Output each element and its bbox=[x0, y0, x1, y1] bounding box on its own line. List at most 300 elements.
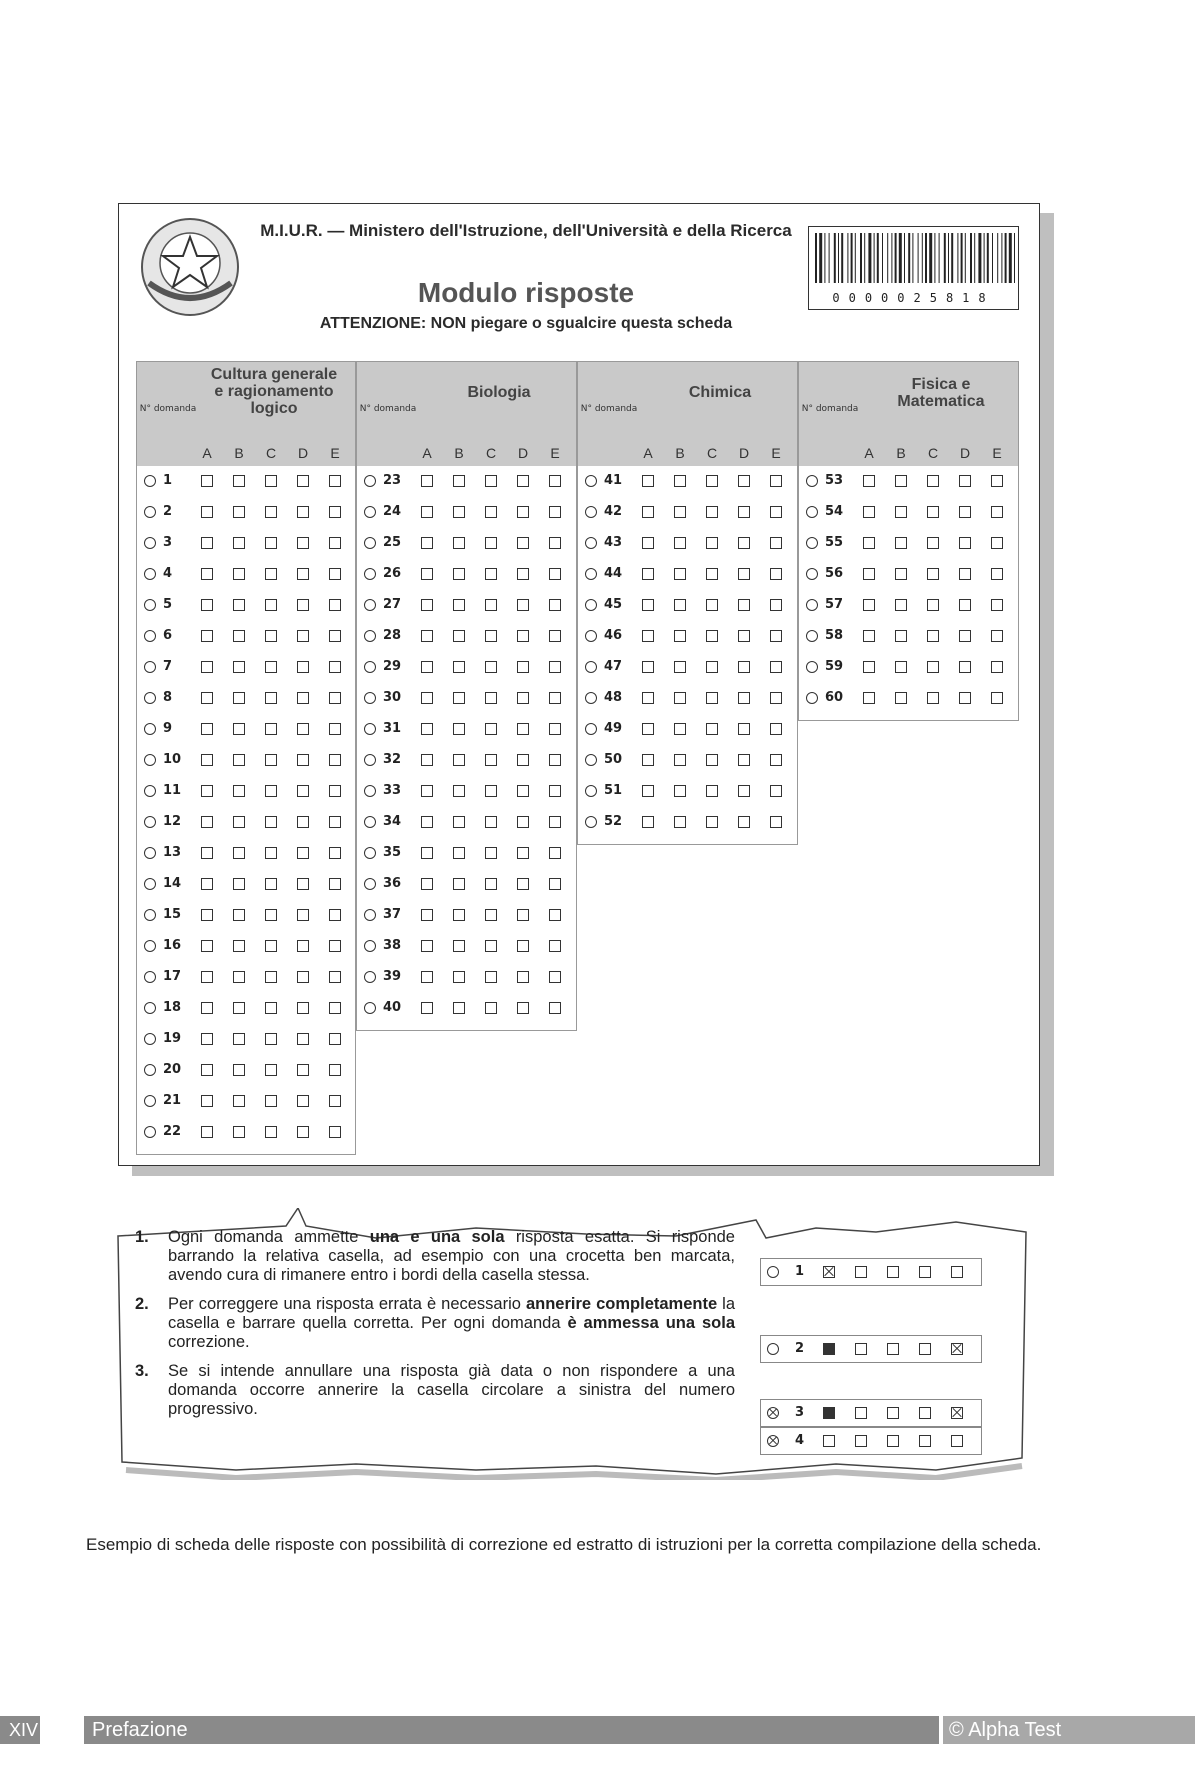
answer-box-a[interactable] bbox=[642, 816, 654, 828]
cancel-circle[interactable] bbox=[364, 630, 376, 642]
answer-box-b[interactable] bbox=[233, 940, 245, 952]
cancel-circle[interactable] bbox=[364, 940, 376, 952]
answer-box-e[interactable] bbox=[329, 1002, 341, 1014]
answer-box-d[interactable] bbox=[297, 940, 309, 952]
answer-box-c[interactable] bbox=[927, 599, 939, 611]
answer-box-e[interactable] bbox=[549, 475, 561, 487]
answer-box-e[interactable] bbox=[770, 723, 782, 735]
answer-box-d[interactable] bbox=[297, 537, 309, 549]
answer-box-c[interactable] bbox=[706, 537, 718, 549]
answer-box-b[interactable] bbox=[674, 723, 686, 735]
answer-box-a[interactable] bbox=[863, 599, 875, 611]
answer-box-b[interactable] bbox=[453, 661, 465, 673]
answer-box-e[interactable] bbox=[770, 661, 782, 673]
answer-box-a[interactable] bbox=[863, 568, 875, 580]
answer-box-e[interactable] bbox=[549, 1002, 561, 1014]
cancel-circle[interactable] bbox=[806, 568, 818, 580]
answer-box-e[interactable] bbox=[549, 878, 561, 890]
cancel-circle[interactable] bbox=[144, 1095, 156, 1107]
answer-box-b[interactable] bbox=[895, 630, 907, 642]
answer-box-c[interactable] bbox=[485, 630, 497, 642]
answer-box-e[interactable] bbox=[991, 537, 1003, 549]
answer-box-e[interactable] bbox=[329, 971, 341, 983]
answer-box-a[interactable] bbox=[642, 630, 654, 642]
answer-box-e[interactable] bbox=[329, 878, 341, 890]
answer-box-b[interactable] bbox=[453, 754, 465, 766]
answer-box-c[interactable] bbox=[706, 506, 718, 518]
answer-box-c[interactable] bbox=[706, 661, 718, 673]
answer-box-c[interactable] bbox=[265, 940, 277, 952]
cancel-circle[interactable] bbox=[364, 909, 376, 921]
answer-box-a[interactable] bbox=[421, 847, 433, 859]
answer-box-a[interactable] bbox=[863, 630, 875, 642]
answer-box-b[interactable] bbox=[233, 1033, 245, 1045]
answer-box-c[interactable] bbox=[265, 878, 277, 890]
cancel-circle[interactable] bbox=[585, 661, 597, 673]
answer-box-a[interactable] bbox=[421, 692, 433, 704]
cancel-circle[interactable] bbox=[806, 692, 818, 704]
answer-box-c[interactable] bbox=[485, 506, 497, 518]
answer-box-e[interactable] bbox=[329, 816, 341, 828]
answer-box-d[interactable] bbox=[959, 692, 971, 704]
answer-box-c[interactable] bbox=[706, 754, 718, 766]
answer-box-e[interactable] bbox=[770, 599, 782, 611]
answer-box-a[interactable] bbox=[201, 506, 213, 518]
answer-box-d[interactable] bbox=[517, 723, 529, 735]
cancel-circle[interactable] bbox=[144, 816, 156, 828]
answer-box-a[interactable] bbox=[201, 599, 213, 611]
cancel-circle[interactable] bbox=[144, 475, 156, 487]
answer-box-d[interactable] bbox=[738, 754, 750, 766]
answer-box-d[interactable] bbox=[297, 1002, 309, 1014]
answer-box-c[interactable] bbox=[927, 630, 939, 642]
answer-box-e[interactable] bbox=[329, 1126, 341, 1138]
answer-box-e[interactable] bbox=[329, 475, 341, 487]
answer-box-c[interactable] bbox=[485, 785, 497, 797]
answer-box-b[interactable] bbox=[895, 506, 907, 518]
answer-box-c[interactable] bbox=[265, 692, 277, 704]
answer-box-d[interactable] bbox=[297, 506, 309, 518]
answer-box-a[interactable] bbox=[421, 1002, 433, 1014]
cancel-circle[interactable] bbox=[364, 847, 376, 859]
answer-box-d[interactable] bbox=[738, 599, 750, 611]
cancel-circle[interactable] bbox=[364, 692, 376, 704]
answer-box-d[interactable] bbox=[738, 475, 750, 487]
answer-box-e[interactable] bbox=[991, 475, 1003, 487]
answer-box-d[interactable] bbox=[517, 909, 529, 921]
answer-box-e[interactable] bbox=[549, 537, 561, 549]
answer-box-e[interactable] bbox=[329, 909, 341, 921]
answer-box-d[interactable] bbox=[959, 568, 971, 580]
answer-box-d[interactable] bbox=[297, 1064, 309, 1076]
answer-box-a[interactable] bbox=[421, 599, 433, 611]
answer-box-c[interactable] bbox=[927, 475, 939, 487]
cancel-circle[interactable] bbox=[144, 537, 156, 549]
answer-box-b[interactable] bbox=[895, 537, 907, 549]
answer-box-c[interactable] bbox=[265, 909, 277, 921]
cancel-circle[interactable] bbox=[585, 506, 597, 518]
answer-box-e[interactable] bbox=[549, 754, 561, 766]
answer-box-d[interactable] bbox=[297, 630, 309, 642]
answer-box-d[interactable] bbox=[959, 661, 971, 673]
answer-box-d[interactable] bbox=[738, 723, 750, 735]
cancel-circle[interactable] bbox=[364, 723, 376, 735]
answer-box-c[interactable] bbox=[265, 475, 277, 487]
cancel-circle[interactable] bbox=[806, 506, 818, 518]
answer-box-a[interactable] bbox=[201, 630, 213, 642]
answer-box-c[interactable] bbox=[706, 568, 718, 580]
answer-box-e[interactable] bbox=[329, 537, 341, 549]
answer-box-e[interactable] bbox=[770, 475, 782, 487]
answer-box-b[interactable] bbox=[453, 630, 465, 642]
answer-box-a[interactable] bbox=[421, 475, 433, 487]
answer-box-c[interactable] bbox=[485, 599, 497, 611]
answer-box-a[interactable] bbox=[201, 692, 213, 704]
cancel-circle[interactable] bbox=[364, 599, 376, 611]
cancel-circle[interactable] bbox=[144, 847, 156, 859]
answer-box-b[interactable] bbox=[233, 785, 245, 797]
answer-box-c[interactable] bbox=[485, 940, 497, 952]
answer-box-c[interactable] bbox=[265, 661, 277, 673]
answer-box-b[interactable] bbox=[895, 692, 907, 704]
answer-box-a[interactable] bbox=[421, 785, 433, 797]
answer-box-e[interactable] bbox=[549, 816, 561, 828]
cancel-circle[interactable] bbox=[144, 1002, 156, 1014]
answer-box-e[interactable] bbox=[770, 568, 782, 580]
answer-box-d[interactable] bbox=[738, 568, 750, 580]
answer-box-a[interactable] bbox=[642, 537, 654, 549]
cancel-circle[interactable] bbox=[144, 909, 156, 921]
cancel-circle[interactable] bbox=[585, 692, 597, 704]
cancel-circle[interactable] bbox=[144, 723, 156, 735]
cancel-circle[interactable] bbox=[144, 1126, 156, 1138]
cancel-circle[interactable] bbox=[364, 1002, 376, 1014]
answer-box-e[interactable] bbox=[770, 506, 782, 518]
answer-box-c[interactable] bbox=[265, 971, 277, 983]
answer-box-b[interactable] bbox=[453, 475, 465, 487]
cancel-circle[interactable] bbox=[585, 816, 597, 828]
answer-box-a[interactable] bbox=[642, 568, 654, 580]
answer-box-b[interactable] bbox=[453, 692, 465, 704]
answer-box-b[interactable] bbox=[895, 599, 907, 611]
answer-box-a[interactable] bbox=[201, 754, 213, 766]
answer-box-a[interactable] bbox=[421, 661, 433, 673]
answer-box-a[interactable] bbox=[421, 878, 433, 890]
answer-box-e[interactable] bbox=[329, 1064, 341, 1076]
answer-box-a[interactable] bbox=[421, 506, 433, 518]
answer-box-c[interactable] bbox=[485, 661, 497, 673]
answer-box-b[interactable] bbox=[674, 568, 686, 580]
answer-box-b[interactable] bbox=[674, 506, 686, 518]
answer-box-c[interactable] bbox=[265, 1126, 277, 1138]
answer-box-a[interactable] bbox=[201, 661, 213, 673]
answer-box-b[interactable] bbox=[233, 475, 245, 487]
answer-box-e[interactable] bbox=[549, 599, 561, 611]
answer-box-d[interactable] bbox=[738, 661, 750, 673]
answer-box-c[interactable] bbox=[706, 630, 718, 642]
answer-box-a[interactable] bbox=[642, 599, 654, 611]
answer-box-b[interactable] bbox=[453, 599, 465, 611]
answer-box-b[interactable] bbox=[233, 816, 245, 828]
answer-box-a[interactable] bbox=[863, 506, 875, 518]
answer-box-b[interactable] bbox=[453, 537, 465, 549]
answer-box-d[interactable] bbox=[297, 785, 309, 797]
answer-box-d[interactable] bbox=[517, 785, 529, 797]
answer-box-b[interactable] bbox=[233, 754, 245, 766]
cancel-circle[interactable] bbox=[806, 537, 818, 549]
answer-box-b[interactable] bbox=[674, 475, 686, 487]
answer-box-d[interactable] bbox=[297, 847, 309, 859]
answer-box-c[interactable] bbox=[927, 537, 939, 549]
answer-box-c[interactable] bbox=[485, 568, 497, 580]
answer-box-b[interactable] bbox=[233, 599, 245, 611]
answer-box-b[interactable] bbox=[233, 1126, 245, 1138]
answer-box-d[interactable] bbox=[517, 661, 529, 673]
cancel-circle[interactable] bbox=[364, 971, 376, 983]
cancel-circle[interactable] bbox=[144, 754, 156, 766]
answer-box-e[interactable] bbox=[549, 692, 561, 704]
answer-box-b[interactable] bbox=[233, 506, 245, 518]
answer-box-b[interactable] bbox=[895, 568, 907, 580]
answer-box-c[interactable] bbox=[927, 568, 939, 580]
answer-box-c[interactable] bbox=[706, 723, 718, 735]
answer-box-b[interactable] bbox=[674, 537, 686, 549]
cancel-circle[interactable] bbox=[144, 599, 156, 611]
answer-box-c[interactable] bbox=[485, 1002, 497, 1014]
answer-box-c[interactable] bbox=[927, 692, 939, 704]
cancel-circle[interactable] bbox=[144, 506, 156, 518]
cancel-circle[interactable] bbox=[144, 1033, 156, 1045]
answer-box-b[interactable] bbox=[453, 568, 465, 580]
answer-box-a[interactable] bbox=[201, 1095, 213, 1107]
answer-box-e[interactable] bbox=[770, 537, 782, 549]
answer-box-e[interactable] bbox=[991, 506, 1003, 518]
answer-box-c[interactable] bbox=[265, 599, 277, 611]
answer-box-b[interactable] bbox=[453, 816, 465, 828]
cancel-circle[interactable] bbox=[585, 754, 597, 766]
answer-box-e[interactable] bbox=[329, 661, 341, 673]
answer-box-e[interactable] bbox=[770, 630, 782, 642]
cancel-circle[interactable] bbox=[144, 661, 156, 673]
answer-box-e[interactable] bbox=[549, 940, 561, 952]
answer-box-a[interactable] bbox=[421, 723, 433, 735]
answer-box-c[interactable] bbox=[485, 909, 497, 921]
answer-box-e[interactable] bbox=[549, 723, 561, 735]
answer-box-d[interactable] bbox=[738, 816, 750, 828]
answer-box-d[interactable] bbox=[297, 661, 309, 673]
answer-box-b[interactable] bbox=[233, 1002, 245, 1014]
answer-box-d[interactable] bbox=[738, 630, 750, 642]
answer-box-d[interactable] bbox=[517, 816, 529, 828]
answer-box-d[interactable] bbox=[517, 878, 529, 890]
answer-box-a[interactable] bbox=[201, 909, 213, 921]
answer-box-d[interactable] bbox=[517, 1002, 529, 1014]
answer-box-c[interactable] bbox=[265, 1033, 277, 1045]
cancel-circle[interactable] bbox=[144, 692, 156, 704]
cancel-circle[interactable] bbox=[144, 785, 156, 797]
answer-box-e[interactable] bbox=[991, 599, 1003, 611]
answer-box-d[interactable] bbox=[959, 506, 971, 518]
answer-box-a[interactable] bbox=[421, 971, 433, 983]
answer-box-c[interactable] bbox=[265, 847, 277, 859]
answer-box-e[interactable] bbox=[549, 630, 561, 642]
cancel-circle[interactable] bbox=[364, 785, 376, 797]
answer-box-d[interactable] bbox=[517, 940, 529, 952]
answer-box-d[interactable] bbox=[517, 630, 529, 642]
answer-box-a[interactable] bbox=[421, 816, 433, 828]
answer-box-e[interactable] bbox=[991, 630, 1003, 642]
answer-box-b[interactable] bbox=[233, 568, 245, 580]
answer-box-e[interactable] bbox=[549, 661, 561, 673]
answer-box-b[interactable] bbox=[453, 909, 465, 921]
answer-box-a[interactable] bbox=[421, 940, 433, 952]
answer-box-c[interactable] bbox=[265, 537, 277, 549]
answer-box-c[interactable] bbox=[265, 785, 277, 797]
answer-box-c[interactable] bbox=[485, 878, 497, 890]
answer-box-c[interactable] bbox=[265, 568, 277, 580]
answer-box-a[interactable] bbox=[201, 1033, 213, 1045]
answer-box-c[interactable] bbox=[706, 785, 718, 797]
cancel-circle[interactable] bbox=[585, 475, 597, 487]
answer-box-b[interactable] bbox=[233, 537, 245, 549]
answer-box-a[interactable] bbox=[642, 475, 654, 487]
answer-box-b[interactable] bbox=[453, 847, 465, 859]
answer-box-e[interactable] bbox=[329, 785, 341, 797]
cancel-circle[interactable] bbox=[364, 661, 376, 673]
answer-box-d[interactable] bbox=[517, 692, 529, 704]
answer-box-b[interactable] bbox=[895, 661, 907, 673]
answer-box-e[interactable] bbox=[329, 568, 341, 580]
answer-box-b[interactable] bbox=[453, 723, 465, 735]
answer-box-c[interactable] bbox=[485, 754, 497, 766]
answer-box-d[interactable] bbox=[297, 692, 309, 704]
answer-box-c[interactable] bbox=[265, 1064, 277, 1076]
answer-box-b[interactable] bbox=[233, 661, 245, 673]
answer-box-d[interactable] bbox=[297, 568, 309, 580]
answer-box-a[interactable] bbox=[201, 1002, 213, 1014]
cancel-circle[interactable] bbox=[144, 940, 156, 952]
answer-box-c[interactable] bbox=[927, 661, 939, 673]
answer-box-d[interactable] bbox=[517, 971, 529, 983]
answer-box-c[interactable] bbox=[485, 692, 497, 704]
cancel-circle[interactable] bbox=[364, 537, 376, 549]
answer-box-a[interactable] bbox=[201, 940, 213, 952]
answer-box-a[interactable] bbox=[421, 568, 433, 580]
answer-box-d[interactable] bbox=[297, 1033, 309, 1045]
answer-box-b[interactable] bbox=[233, 971, 245, 983]
answer-box-e[interactable] bbox=[549, 785, 561, 797]
answer-box-a[interactable] bbox=[201, 1064, 213, 1076]
answer-box-b[interactable] bbox=[233, 630, 245, 642]
answer-box-b[interactable] bbox=[674, 630, 686, 642]
cancel-circle[interactable] bbox=[144, 630, 156, 642]
cancel-circle[interactable] bbox=[585, 568, 597, 580]
answer-box-d[interactable] bbox=[517, 754, 529, 766]
answer-box-e[interactable] bbox=[329, 754, 341, 766]
answer-box-e[interactable] bbox=[329, 692, 341, 704]
answer-box-c[interactable] bbox=[706, 599, 718, 611]
answer-box-b[interactable] bbox=[453, 785, 465, 797]
answer-box-d[interactable] bbox=[297, 1126, 309, 1138]
answer-box-d[interactable] bbox=[297, 475, 309, 487]
answer-box-e[interactable] bbox=[329, 847, 341, 859]
answer-box-d[interactable] bbox=[297, 816, 309, 828]
answer-box-c[interactable] bbox=[485, 723, 497, 735]
answer-box-d[interactable] bbox=[738, 692, 750, 704]
answer-box-e[interactable] bbox=[991, 692, 1003, 704]
answer-box-b[interactable] bbox=[233, 1064, 245, 1076]
answer-box-d[interactable] bbox=[959, 537, 971, 549]
answer-box-b[interactable] bbox=[453, 940, 465, 952]
answer-box-c[interactable] bbox=[265, 1095, 277, 1107]
answer-box-d[interactable] bbox=[959, 630, 971, 642]
answer-box-b[interactable] bbox=[233, 847, 245, 859]
answer-box-b[interactable] bbox=[453, 971, 465, 983]
answer-box-d[interactable] bbox=[297, 1095, 309, 1107]
cancel-circle[interactable] bbox=[364, 475, 376, 487]
answer-box-b[interactable] bbox=[233, 723, 245, 735]
cancel-circle[interactable] bbox=[364, 568, 376, 580]
answer-box-a[interactable] bbox=[863, 692, 875, 704]
answer-box-e[interactable] bbox=[770, 692, 782, 704]
answer-box-a[interactable] bbox=[201, 847, 213, 859]
answer-box-c[interactable] bbox=[265, 723, 277, 735]
answer-box-d[interactable] bbox=[297, 754, 309, 766]
answer-box-b[interactable] bbox=[674, 785, 686, 797]
answer-box-d[interactable] bbox=[959, 599, 971, 611]
cancel-circle[interactable] bbox=[144, 568, 156, 580]
cancel-circle[interactable] bbox=[585, 785, 597, 797]
answer-box-c[interactable] bbox=[706, 475, 718, 487]
answer-box-b[interactable] bbox=[674, 661, 686, 673]
answer-box-d[interactable] bbox=[297, 723, 309, 735]
answer-box-e[interactable] bbox=[329, 506, 341, 518]
answer-box-b[interactable] bbox=[453, 878, 465, 890]
answer-box-a[interactable] bbox=[421, 754, 433, 766]
answer-box-e[interactable] bbox=[329, 1033, 341, 1045]
answer-box-e[interactable] bbox=[770, 816, 782, 828]
cancel-circle[interactable] bbox=[364, 878, 376, 890]
cancel-circle[interactable] bbox=[806, 599, 818, 611]
answer-box-e[interactable] bbox=[329, 599, 341, 611]
answer-box-a[interactable] bbox=[642, 723, 654, 735]
cancel-circle[interactable] bbox=[364, 816, 376, 828]
answer-box-b[interactable] bbox=[674, 692, 686, 704]
answer-box-e[interactable] bbox=[549, 971, 561, 983]
answer-box-c[interactable] bbox=[485, 537, 497, 549]
answer-box-a[interactable] bbox=[201, 568, 213, 580]
answer-box-d[interactable] bbox=[297, 599, 309, 611]
answer-box-b[interactable] bbox=[674, 816, 686, 828]
answer-box-e[interactable] bbox=[329, 1095, 341, 1107]
answer-box-c[interactable] bbox=[485, 971, 497, 983]
cancel-circle[interactable] bbox=[806, 630, 818, 642]
answer-box-b[interactable] bbox=[895, 475, 907, 487]
cancel-circle[interactable] bbox=[144, 1064, 156, 1076]
answer-box-a[interactable] bbox=[201, 723, 213, 735]
answer-box-d[interactable] bbox=[297, 909, 309, 921]
cancel-circle[interactable] bbox=[585, 723, 597, 735]
answer-box-d[interactable] bbox=[738, 506, 750, 518]
answer-box-d[interactable] bbox=[738, 537, 750, 549]
answer-box-d[interactable] bbox=[517, 506, 529, 518]
answer-box-d[interactable] bbox=[297, 878, 309, 890]
answer-box-a[interactable] bbox=[421, 909, 433, 921]
answer-box-a[interactable] bbox=[201, 785, 213, 797]
answer-box-c[interactable] bbox=[265, 754, 277, 766]
answer-box-c[interactable] bbox=[485, 816, 497, 828]
answer-box-e[interactable] bbox=[549, 847, 561, 859]
